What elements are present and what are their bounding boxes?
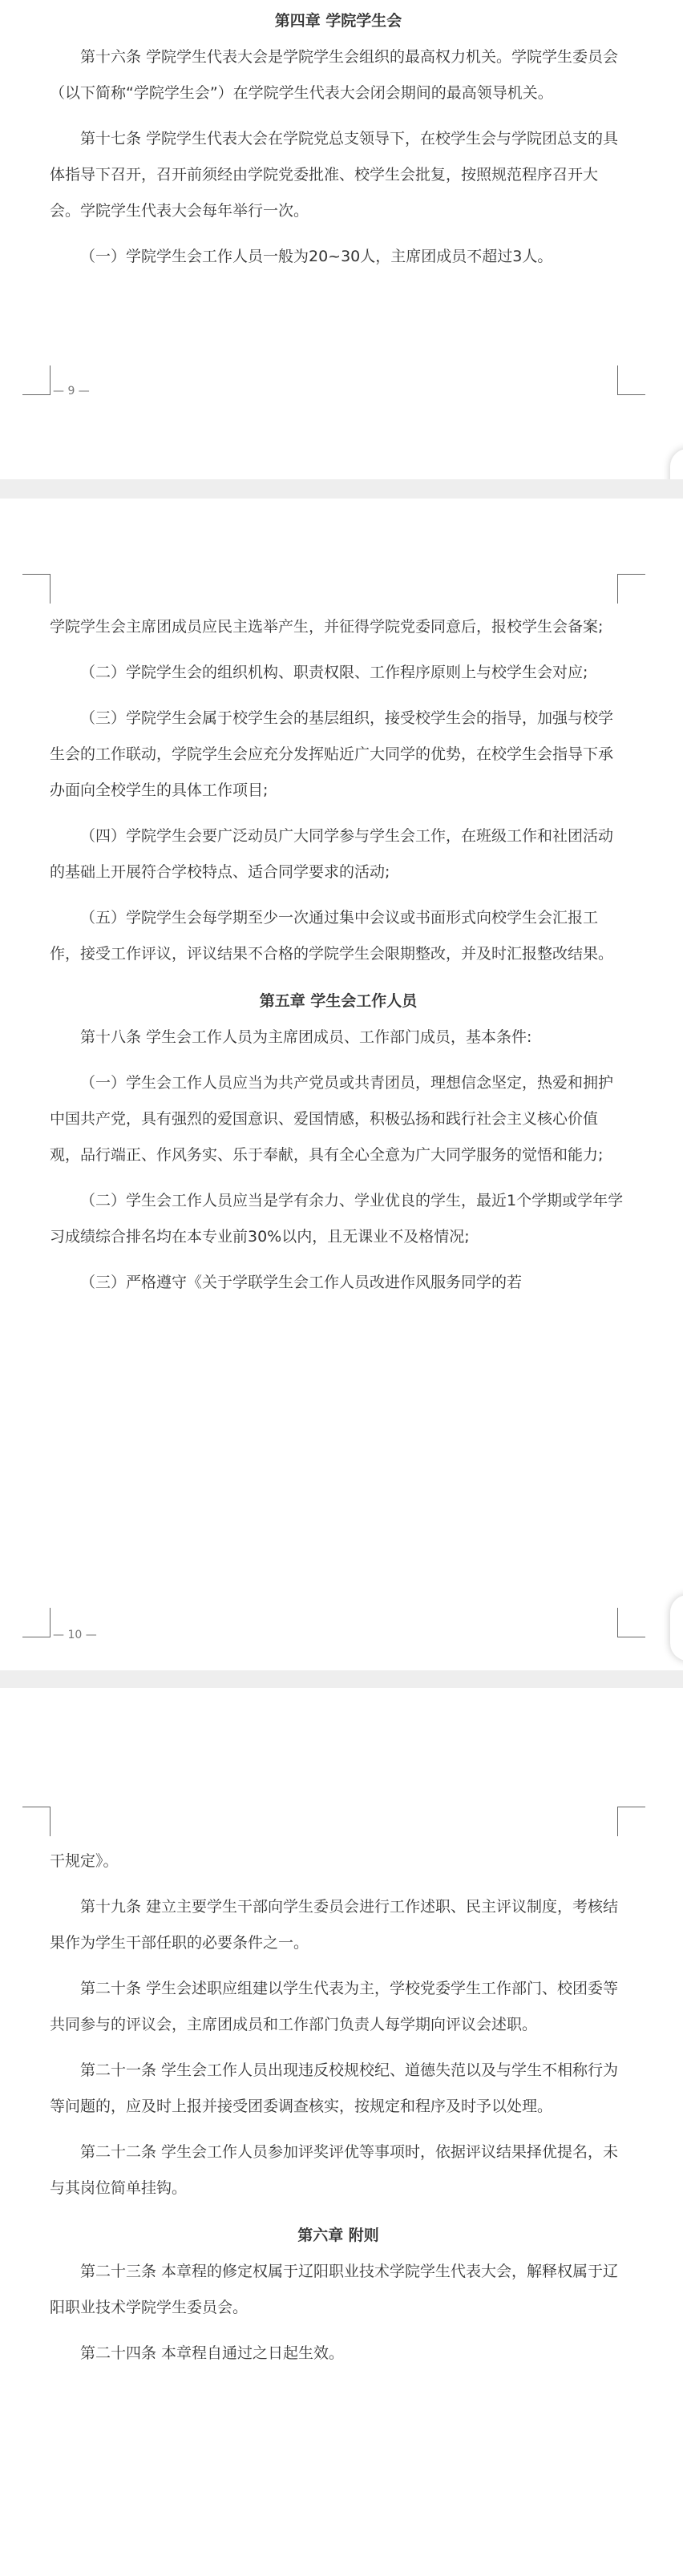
page-number: — 10 — [53,1629,97,1641]
page-body [50,609,627,1301]
side-scroll-handle[interactable] [670,1595,683,1661]
article-paragraph: （二）学生会工作人员应当是学有余力、学业优良的学生，最近1个学期或学年学习成绩综合排名均在本专业前30%以内，且无课业不及格情况; [50,1192,624,1246]
page-body [50,3,627,275]
article-paragraph: 第二十二条 学生会工作人员参加评奖评优等事项时，依据评议结果择优提名，未与其岗位简单挂钩。 [50,2143,619,2197]
crop-mark-bottom-right [617,1608,645,1637]
article-paragraph: 第十七条 学院学生代表大会在学院党总支领导下，在校学生会与学院团总支的具体指导下召开，召开前须经由学院党委批准、校学生会批复，按照规范程序召开大会。学院学生代表大会每年举行一次。 [50,130,619,220]
continued-paragraph: 学院学生会主席团成员应民主选举产生，并征得学院党委同意后，报校学生会备案; [50,618,604,636]
article-paragraph: 第二十条 学生会述职应组建以学生代表为主，学校党委学生工作部门、校团委等共同参与的评议会，主席团成员和工作部门负责人每学期向评议会述职。 [50,1980,619,2033]
crop-mark-bottom-left [22,1608,51,1637]
article-paragraph: 第二十一条 学生会工作人员出现违反校规校纪、道德失范以及与学生不相称行为等问题的，应及时上报并接受团委调查核实，按规定和程序及时予以处理。 [50,2061,619,2115]
document-page-10 [0,499,683,1670]
crop-mark-top-right [617,574,645,604]
article-paragraph: （二）学院学生会的组织机构、职责权限、工作程序原则上与校学生会对应; [80,664,588,681]
article-paragraph: 第十九条 建立主要学生干部向学生委员会进行工作述职、民主评议制度，考核结果作为学生干部任职的必要条件之一。 [50,1898,619,1952]
article-paragraph: 第二十四条 本章程自通过之日起生效。 [80,2344,345,2362]
crop-mark-top-left [22,1807,51,1836]
article-paragraph: （三）学院学生会属于校学生会的基层组织，接受校学生会的指导，加强与校学生会的工作联动，学院学生会应充分发挥贴近广大同学的优势，在校学生会指导下承办面向全校学生的具体工作项目; [50,709,614,799]
chapter-heading: 第四章 学院学生会 [274,12,402,30]
crop-mark-top-right [617,1807,645,1836]
chapter-heading: 第六章 附则 [297,2227,379,2244]
crop-mark-bottom-right [617,365,645,395]
article-paragraph: （四）学院学生会要广泛动员广大同学参与学生会工作，在班级工作和社团活动的基础上开展符合学校特点、适合同学要求的活动; [50,827,614,881]
page-number: — 9 — [53,385,90,398]
crop-mark-bottom-left [22,365,51,395]
article-paragraph: （五）学院学生会每学期至少一次通过集中会议或书面形式向校学生会汇报工作，接受工作评议，评议结果不合格的学院学生会限期整改，并及时汇报整改结果。 [50,909,614,963]
crop-mark-top-left [22,574,51,604]
side-scroll-handle[interactable] [670,449,683,479]
article-paragraph: （三）严格遵守《关于学联学生会工作人员改进作风服务同学的若 [80,1274,523,1291]
document-page-9 [0,0,683,479]
article-paragraph: （一）学院学生会工作人员一般为20~30人，主席团成员不超过3人。 [80,248,553,265]
article-paragraph: （一）学生会工作人员应当为共产党员或共青团员，理想信念坚定，热爱和拥护中国共产党，具有强烈的爱国意识、爱国情感，积极弘扬和践行社会主义核心价值观，品行端正、作风务实、乐于奉献，具有全心全意为广大同学服务的觉悟和能力; [50,1074,614,1164]
article-paragraph: 第十六条 学院学生代表大会是学院学生会组织的最高权力机关。学院学生委员会（以下简称“学院学生会”）在学院学生代表大会闭会期间的最高领导机关。 [50,48,619,102]
chapter-heading: 第五章 学生会工作人员 [259,992,418,1010]
page-body [50,1843,627,2372]
continued-paragraph: 干规定》。 [50,1852,119,1870]
article-paragraph: 第二十三条 本章程的修定权属于辽阳职业技术学院学生代表大会，解释权属于辽阳职业技术学院学生委员会。 [50,2263,619,2316]
article-paragraph: 第十八条 学生会工作人员为主席团成员、工作部门成员，基本条件: [80,1028,532,1046]
document-page-11 [0,1688,683,2576]
